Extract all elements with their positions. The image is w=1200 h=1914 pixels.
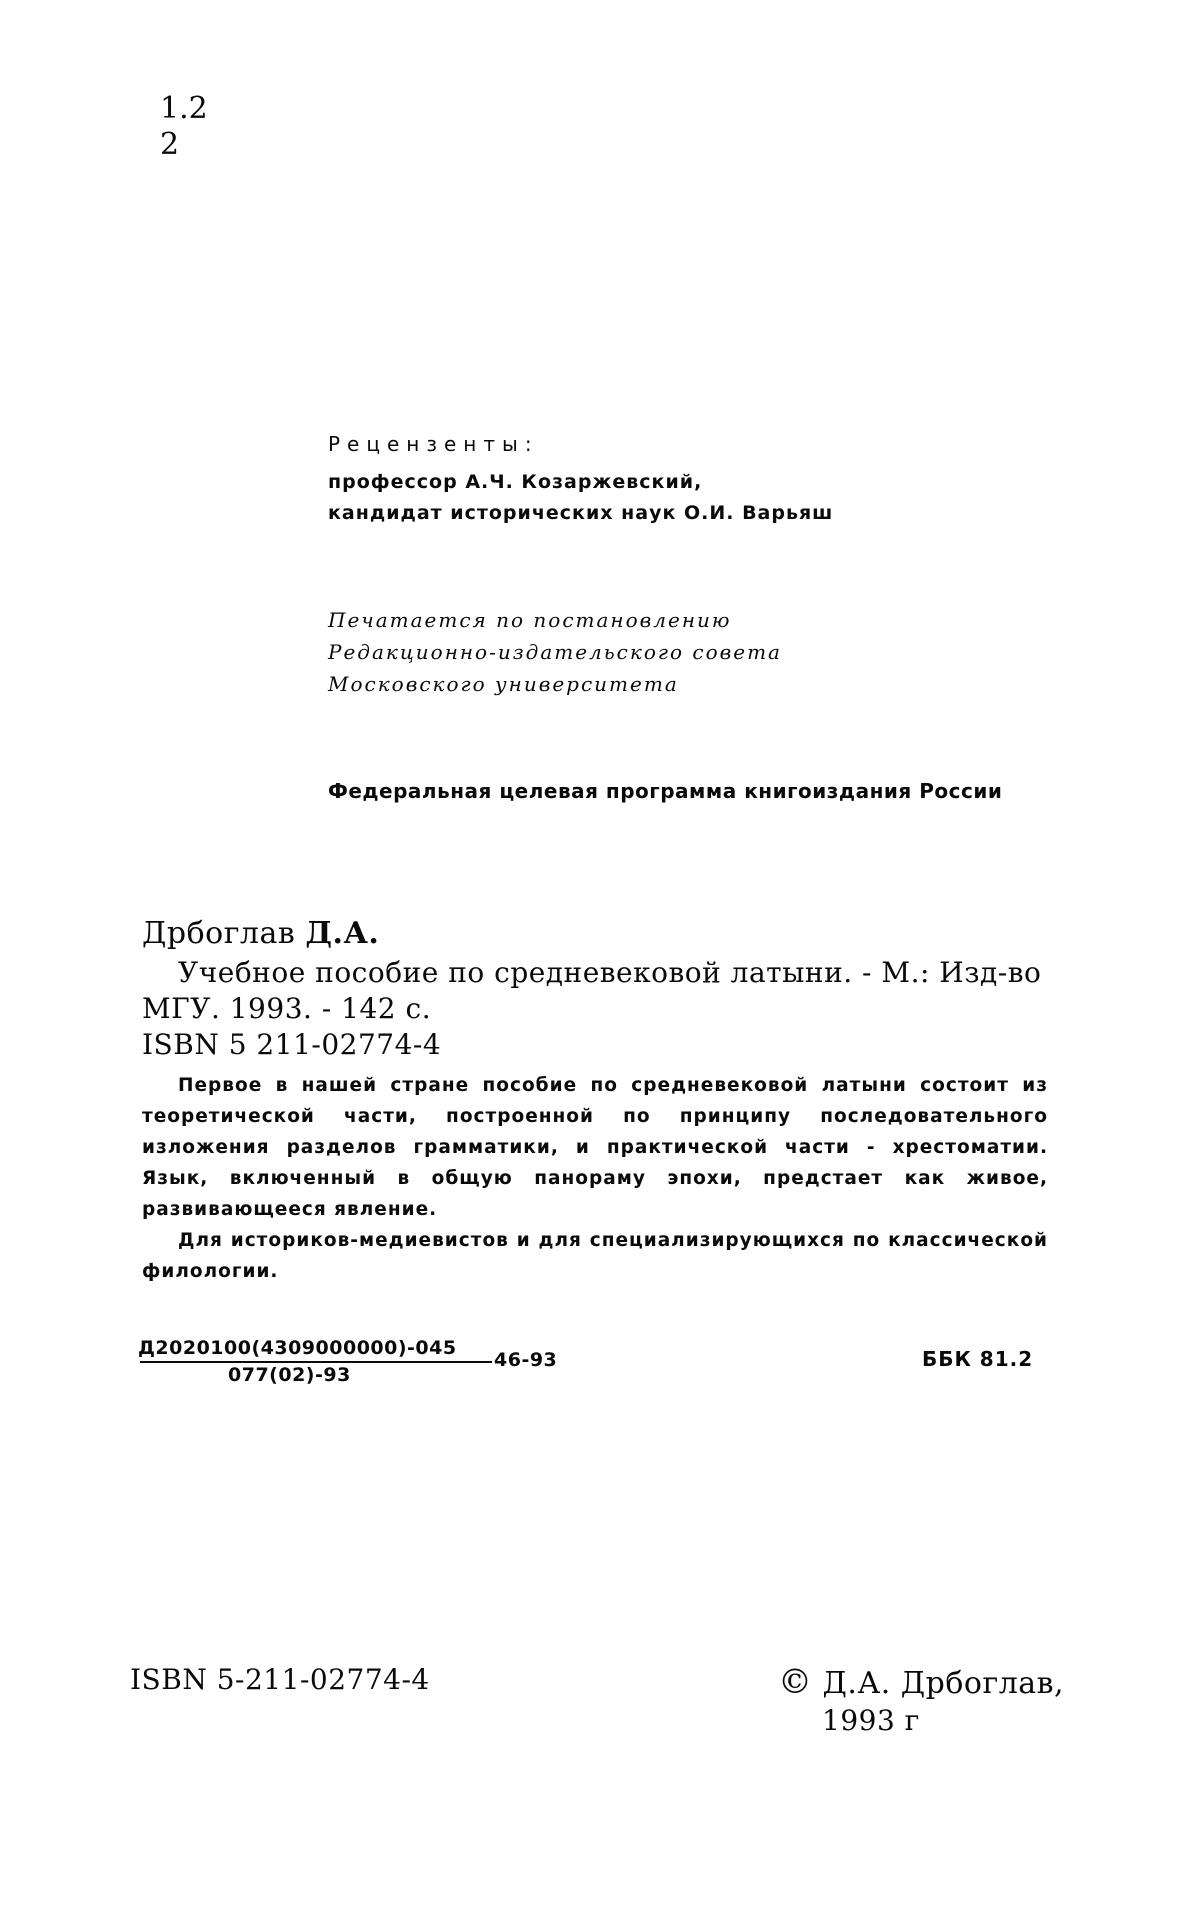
bibliographic-imprint: МГУ. 1993. - 142 с. — [142, 992, 432, 1025]
author-initials: Д.А. — [305, 916, 380, 951]
bibliographic-isbn: ISBN 5 211-02774-4 — [142, 1028, 442, 1061]
annotation-paragraph-1: Первое в нашей стране пособие по средневековой латыни состоит из теоретической части, построенной по принципу последовательного изложения разделов грамматики, и практической части - хрестоматии. Язык, включенный в общую панораму эпохи, предстает как живое, развивающееся явление. — [142, 1075, 1048, 1220]
author-heading — [142, 916, 379, 951]
classification-numerator: Д2020100(4309000000)-045 — [138, 1337, 457, 1359]
classification-tail: 46-93 — [494, 1349, 558, 1371]
udk-line-2: 2 — [160, 127, 180, 162]
printing-note-line-3: Московского университета — [328, 672, 679, 696]
annotation-paragraph-2: Для историков-медиевистов и для специализирующихся по классической филологии. — [142, 1230, 1048, 1282]
reviewer-1: профессор А.Ч. Козаржевский, — [328, 471, 703, 493]
udk-line-1: 1.2 — [160, 91, 208, 126]
reviewer-2: кандидат исторических наук О.И. Варьяш — [328, 502, 834, 524]
reviewers-heading: Рецензенты: — [328, 432, 539, 456]
copyright-holder: Д.А. Дрбоглав, — [822, 1666, 1065, 1701]
bibliographic-title: Учебное пособие по средневековой латыни. - М.: Изд-во — [178, 956, 1042, 989]
printing-note-line-1: Печатается по постановлению — [328, 608, 732, 632]
author-surname: Дрбоглав — [142, 916, 296, 951]
copyright-line — [778, 1662, 1064, 1702]
annotation — [142, 1070, 1048, 1287]
footer-isbn: ISBN 5-211-02774-4 — [130, 1663, 430, 1696]
copyright-icon: © — [778, 1662, 813, 1702]
copyright-year: 1993 г — [822, 1704, 920, 1737]
printing-note-line-2: Редакционно-издательского совета — [328, 640, 782, 664]
federal-program-note: Федеральная целевая программа книгоиздания России — [328, 779, 1003, 803]
fraction-line — [140, 1361, 492, 1363]
classification-denominator: 077(02)-93 — [228, 1364, 351, 1386]
bbk-index: ББК 81.2 — [922, 1347, 1034, 1371]
